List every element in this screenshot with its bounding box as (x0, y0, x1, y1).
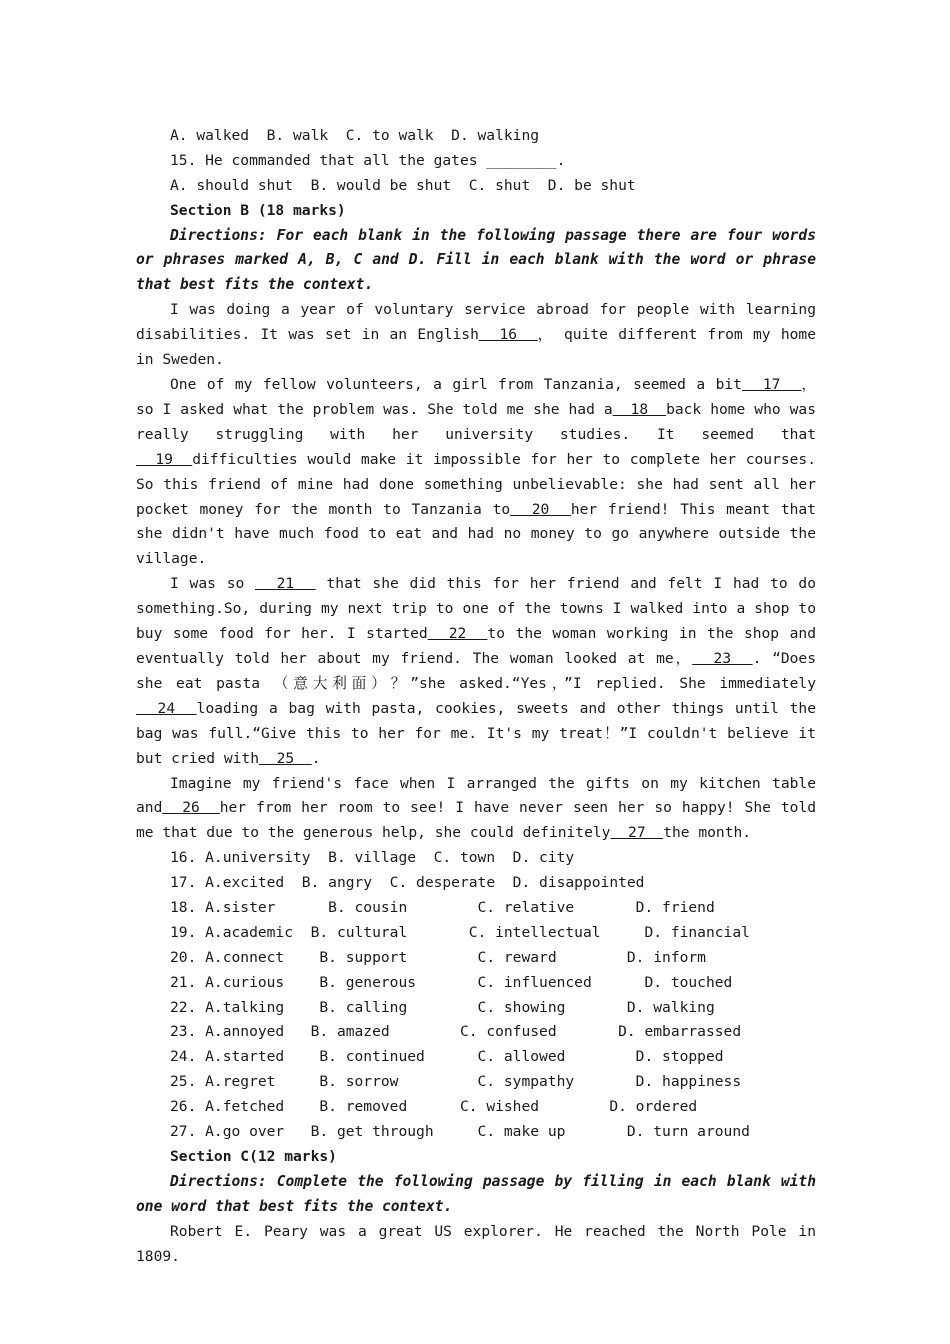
options-row-26: 26. A.fetched B. removed C. wished D. ordered (170, 1098, 698, 1116)
blank-22[interactable]: 22 (427, 625, 488, 643)
section-b-directions: Directions: For each blank in the following passage there are four words or phrases marked A, B, C and D. Fill in each blank with the word or phrase that best fits the context. (136, 226, 816, 294)
blank-23[interactable]: 23 (692, 649, 753, 667)
answer-options-list (136, 846, 816, 1145)
blank-18[interactable]: 18 (612, 400, 667, 418)
q14-options: A. walked B. walk C. to walk D. walking (170, 127, 540, 144)
blank-25[interactable]: 25 (259, 749, 312, 767)
blank-16[interactable]: 16 (478, 326, 538, 344)
blank-20[interactable]: 20 (510, 500, 571, 518)
options-row-24: 24. A.started B. continued C. allowed D. stopped (170, 1048, 724, 1066)
q15-options: A. should shut B. would be shut C. shut D. be shut (170, 176, 636, 194)
blank-17[interactable]: 17 (741, 376, 802, 393)
section-c-heading: Section C(12 marks) (170, 1147, 337, 1165)
passage-paragraph-1: I was doing a year of voluntary service abroad for people with learning disabilities. It was set in an English 16 ， quite different from my home in Sweden. (136, 301, 816, 369)
blank-27[interactable]: 27 (610, 824, 664, 842)
q15-question: 15. He commanded that all the gates ________. (170, 151, 566, 169)
options-row-20: 20. A.connect B. support C. reward D. inform (170, 948, 706, 966)
options-row-16: 16. A.university B. village C. town D. city (170, 849, 575, 867)
passage-paragraph-3: I was so 21 that she did this for her friend and felt I had to do something.So, during my next trip to one of the towns I walked into a shop to buy some food for her. I started 22 to the woman working in the shop and eventually told her about my friend. The woman looked at me， 23 . “Does she eat pasta （意大利面）？”she asked.“Yes，”I replied. She immediately 24 loading a bag with pasta, cookies, sweets and other things until the bag was full.“Give this to her for me. It's my treat！”I couldn't believe it but cried with 25 . (136, 575, 816, 767)
options-row-19: 19. A.academic B. cultural C. intellectual D. financial (170, 923, 750, 941)
section-b-heading: Section B (18 marks) (170, 201, 346, 219)
passage-paragraph-2: One of my fellow volunteers, a girl from Tanzania, seemed a bit 17 ， so I asked what the problem was. She told me she had a 18 back home who was really struggling with her university studies. It seemed that 19 difficulties would make it impossible for her to complete her courses. So this friend of mine had done something unbelievable: she had sent all her pocket money for the month to Tanzania to 20 her friend! This meant that she didn't have much food to eat and had no money to go anywhere outside the village. (136, 376, 817, 568)
blank-19[interactable]: 19 (136, 450, 193, 468)
options-row-17: 17. A.excited B. angry C. desperate D. disappointed (170, 874, 645, 892)
options-row-21: 21. A.curious B. generous C. influenced D. touched (170, 973, 733, 991)
section-c-directions: Directions: Complete the following passage by filling in each blank with one word that best fits the context. (136, 1172, 816, 1215)
passage-paragraph-4: Imagine my friend's face when I arranged the gifts on my kitchen table and 26 her from her room to see! I have never seen her so happy! She told me that due to the generous help, she could definitely 27 the month. (136, 774, 817, 842)
section-c-paragraph-1: Robert E. Peary was a great US explorer. He reached the North Pole in 1809. (136, 1222, 816, 1265)
options-row-22: 22. A.talking B. calling C. showing D. walking (170, 998, 715, 1016)
options-row-18: 18. A.sister B. cousin C. relative D. friend (170, 899, 715, 916)
options-row-27: 27. A.go over B. get through C. make up D. turn around (170, 1123, 750, 1141)
blank-26[interactable]: 26 (162, 799, 220, 817)
worksheet-page (136, 124, 816, 1269)
blank-24[interactable]: 24 (136, 699, 197, 717)
options-row-25: 25. A.regret B. sorrow C. sympathy D. happiness (170, 1073, 742, 1091)
blank-21[interactable]: 21 (255, 575, 316, 593)
options-row-23: 23. A.annoyed B. amazed C. confused D. embarrassed (170, 1023, 742, 1041)
